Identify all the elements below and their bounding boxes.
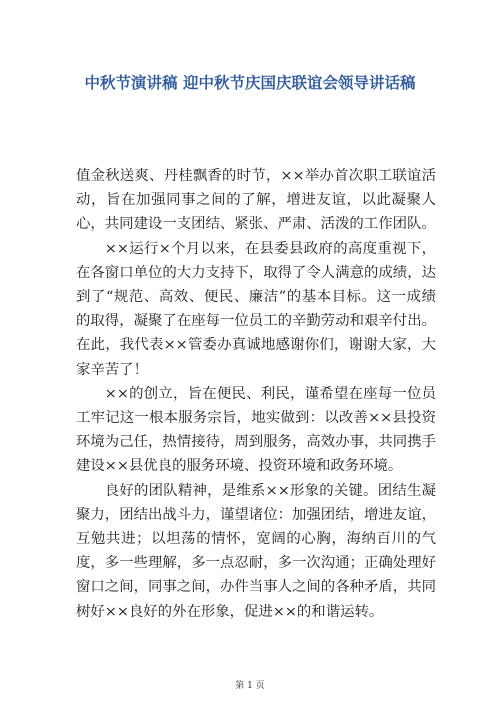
paragraph-3: ××的创立，旨在便民、利民，谨希望在座每一位员工牢记这一根本服务宗旨，地实做到：以改善××县投资环境为己任，热情接待，周到服务，高效办事，共同携手建设××县优良的服务环境、投资环境和政务环境。 — [76, 385, 436, 475]
paragraph-4: 良好的团队精神，是维系××形象的关键。团结生凝聚力，团结出战斗力，谨望诸位：加强团结，增进友谊，互勉共进；以坦荡的情怀，宽阔的心胸，海纳百川的气度，多一些理解，多一点忍耐，多一次沟通；正确处理好窗口之间，同事之间，办件当事人之间的各种矛盾，共同树好××良好的外在形象，促进××的和谐运转。 — [76, 482, 436, 620]
paragraph-1: 值金秋送爽、丹桂飘香的时节，××举办首次职工联谊活动，旨在加强同事之间的了解，增进友谊，以此凝聚人心，共同建设一支团结、紧张、严肃、活泼的工作团队。 — [76, 168, 436, 233]
paragraph-2: ××运行×个月以来，在县委县政府的高度重视下，在各窗口单位的大力支持下，取得了令人满意的成绩，达到了“规范、高效、便民、廉洁”的基本目标。这一成绩的取得，凝聚了在座每一位员工的辛勤劳动和艰辛付出。在此，我代表××管委办真诚地感谢你们，谢谢大家，大家辛苦了！ — [76, 240, 436, 378]
document-body — [76, 164, 436, 624]
document-title: 中秋节演讲稿 迎中秋节庆国庆联谊会领导讲话稿 — [84, 74, 416, 92]
page-number: 第 1 页 — [235, 681, 265, 691]
